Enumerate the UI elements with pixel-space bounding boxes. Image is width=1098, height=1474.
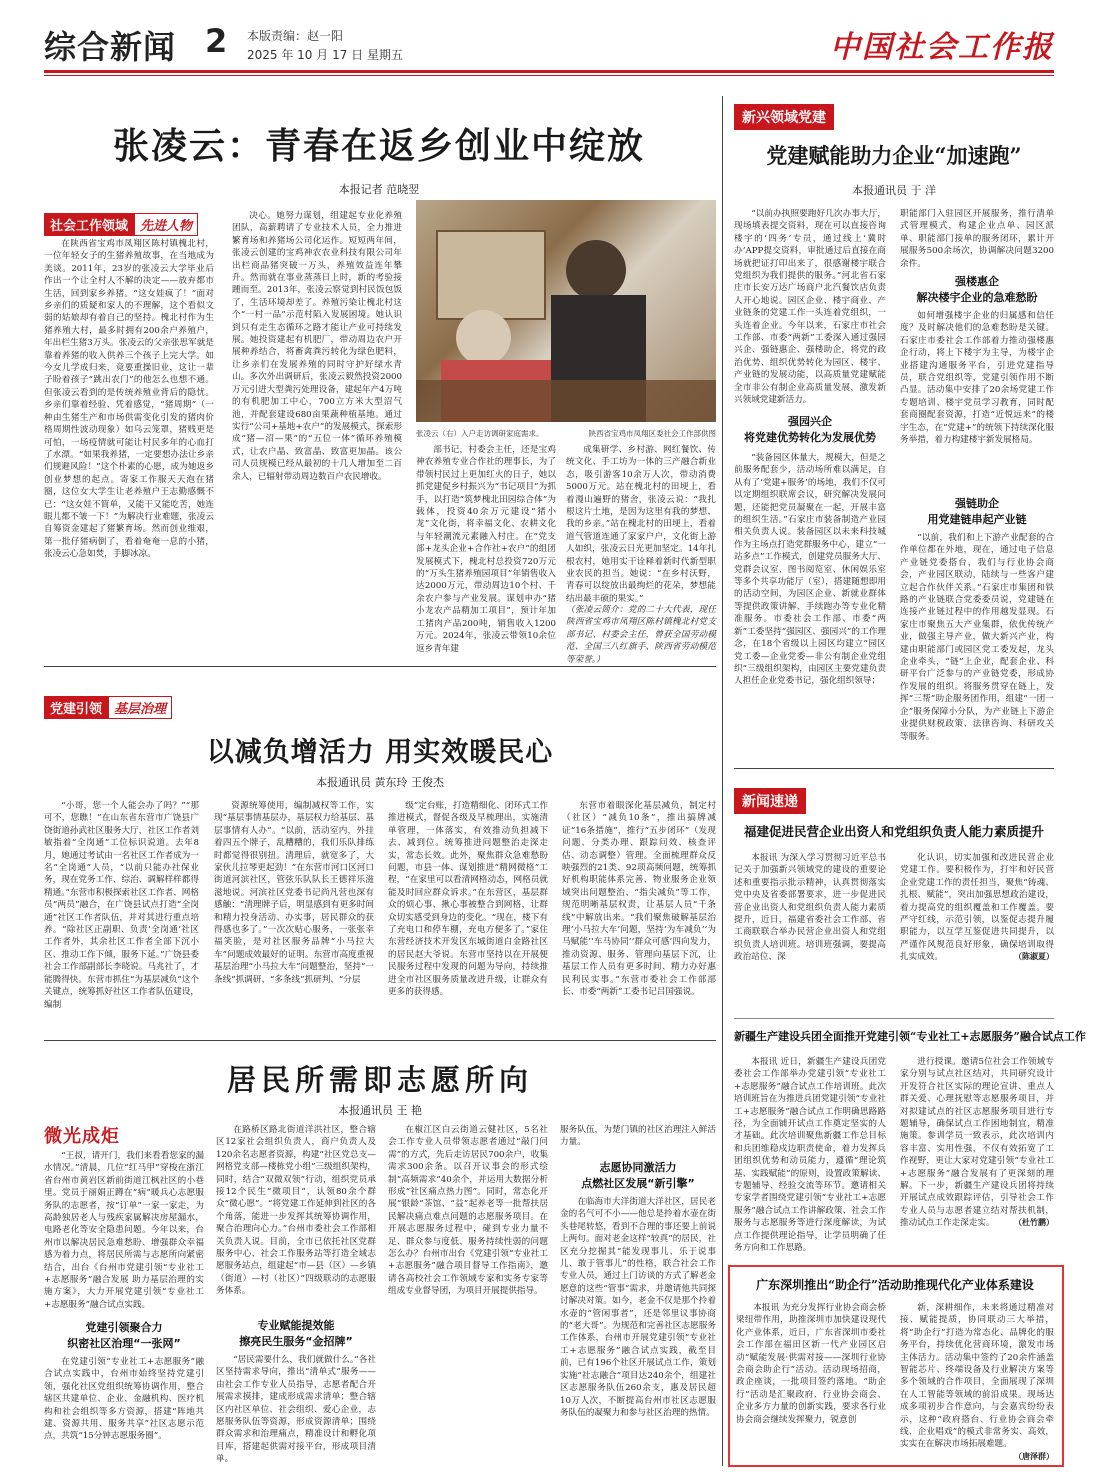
tag-field: 新兴领域党建 (734, 104, 834, 130)
article3-col3: 在椒江区白云街道云健社区，5名社会工作专业人员带领志愿者通过“敲门问需”的方式，先后走访居民700余户，收集需求300余条。以召开议事会的形式绘制“高频需求”40余个，并运用大数据分析形成“社区痛点热力图”。同时，常态化开展“银龄”茶馆、“益”起养老等一批帮扶居民解决痛点难点问题的志愿服务项目。在开展志愿服务过程中，碰到专业力量不足、群众参与度低、服务持续性弱的问题怎么办？台州市出台《党建引领“专业社工+志愿服务”融合项目督导工作指南》，邀请各高校社会工作领域专家和实务专家等组成专业督导团，为项目开展提供指导。 (388, 1125, 548, 1297)
sofa-shape (416, 380, 716, 422)
article1-bio: （张凌云简介：党的二十大代表，现任陕西省宝鸡市凤翔区陈村镇槐北村党支部书记、村委会主任，曾获全国劳动模范、全国三八红旗手、陕西省劳动模范等荣誉。） (566, 605, 716, 665)
article3-col2: 在路桥区路北街道洋洪社区，整合辖区12家社会组织负责人，商户负责人及120余名志愿者资源，构建“社区党总支—网格党支部—楼栋党小组”三级组织架构，同时，结合“双微双领”行动，组织党员承接12个民生“微项目”，认领80余个群众“微心愿”。“将党建工作延伸到社区的各个角落，能进一步发挥其统筹协调作用，聚合治理向心力。”台州市委社会工作部相关负责人说。目前，全市已依托社区党群服务中心、社会工作服务站等打造全域志愿服务站点，组建起“市—县（区）—乡镇（街道）—村（社区）”四级联动的志愿服务体系。 (216, 1125, 376, 1297)
article2-byline: 本报通讯员 黄东玲 王俊杰 (316, 776, 444, 789)
masthead-rule (44, 70, 1054, 73)
article3-subhead1: 党建引领聚合力 织密社区治理“一张网” (67, 1321, 181, 1350)
column-divider (722, 96, 723, 1466)
tag-field: 新闻速递 (734, 788, 806, 814)
article3-title: 居民所需即志愿所向 (226, 1063, 533, 1097)
news1-title: 福建促进民营企业出资人和党组织负责人能力素质提升 (743, 824, 1044, 839)
right2-tag (734, 788, 806, 814)
newspaper-logo: 中国社会工作报 (830, 30, 1054, 65)
masthead-rule-thin (44, 75, 1054, 76)
section-title: 综合新闻 (44, 28, 177, 66)
article3-col4: 服务队伍，为楚门镇的社区治理注入鲜活力量。 (560, 1125, 716, 1148)
article1-title: 张凌云：青春在返乡创业中绽放 (112, 125, 645, 167)
article3-column-tag: 微光成炬 (44, 1126, 120, 1147)
news3-col2: 新，深耕细作，未来将通过精准对接、赋能提质，协同联动三大举措，将“助企行”打造为常态化、品牌化的服务平台，持续优化营商环境，激发市场主体活力。活动集中签约了20余件涵盖智能芯片、终端设备及行业解决方案等多个领域的合作项目，全面展现了深圳在人工智能等领域的前沿成果。现场达成多项初步合作意向，与会嘉宾纷纷表示，这种“政府搭台、行业协会商会牵线、企业唱戏”的模式非常务实、高效，实实在在解决市场拓展难题。 （唐泽群） (900, 1302, 1054, 1462)
tag-field: 党建引领 (44, 696, 108, 719)
article2-col2: 资源统筹使用，编制减权等工作，实现“基层事情基层办，基层权力给基层、基层事情有人办”。“以前，活动室内，外挂着四五个牌子，乱糟糟的，我们乐队排练时都觉得很别扭。清理后，就宽多了，大家伙儿拉琴更起劲！”在东营市河口区河口街道河滨社区，管弦乐队队长王德祥乐滋滋地说。河滨社区党委书记尚凡营也深有感触：“清理牌子后，明显感到有更多时间和精力投身活动、办实事，居民群众的获得感也多了。”一次次贴心服务，一张张幸福笑脸，是对社区服务品牌“小马拉大车”问题成效最好的证明。东营市高度重视基层治理“小马拉大车”问题整治，坚持“一条线”抓调研、“多条线”抓研判、“分层 (214, 801, 374, 985)
article3-subhead3: 志愿协同激活力 点燃社区发展“新引擎” (581, 1161, 695, 1190)
right1-col1b: “装备园区体量大，规模大，但是之前服务配套少，活动场所难以满足，自从有了‘党建+服务’的场地，我们不仅可以定期组织联席会议，研究解决发展问题，还能把党员凝聚在一起，开展丰富的组织生活。”石家庄市装备制造产业园相关负责人说。装备园区以未来科技城作为主场点打造党群服务中心，建立“一站多点”工作模式，创建党员服务大厅、党群会议室、图书阅览室、休闲娱乐室等多个共享功能厅（室），搭建随想即用的活动空间，为园区企业、新就业群体等提供政策讲解、手续跑办等专业化精准服务。市委社会工作部、市委“两新”工委坚持“强园区、强园兴”的工作理念，在18个省级以上园区均建立“园区党工委—企业党委—非公有制企业党组织”三级组织架构，由园区主要党建负责人担任企业党委书记，强化组织领导； (734, 453, 886, 687)
news3-title: 广东深圳推出“助企行”活动助推现代化产业体系建设 (756, 1278, 1034, 1292)
article1-tag (44, 213, 198, 236)
photo-caption: 张凌云（右）入户走访调研家庭需求。 (416, 429, 544, 438)
news1-col2: 化认识，切实加强和改进民营企业党建工作。要积极作为，打牢和好民营企业党建工作的责任担当，聚焦“铸魂、扎根、赋能”，突出加强思想政治建设，着力提高党的组织覆盖和工作覆盖。要严守红线，示范引领，以鉴促志提升履职能力，以互学互鉴促进共同提升，以严谨作风规范良好形象，确保培训取得扎实成效。 （陈淑夏） (900, 853, 1054, 963)
photo-credit: 陕西省宝鸡市凤翔区委社会工作部供图 (588, 429, 716, 438)
article3-col2b: “居民需要什么，我们就做什么。”各社区坚持需求导向，推出“清单式”服务——由社会工作专业人员指导，志愿者配合开展需求摸排，建成形成需求清单；整合辖区内社区单位、社会组织、爱心企业，志愿服务队伍等资源，形成资源清单；围绕群众需求和治理痛点，精准设计和孵化项目库，搭建起供需对接平台，形成项目清单。 (216, 1355, 376, 1465)
article3-byline: 本报通讯员 王 艳 (338, 1104, 422, 1117)
divider (734, 768, 1054, 769)
news2-credit: （杜竹鹏） (1014, 1218, 1054, 1228)
tag-type: 基层治理 (108, 696, 172, 719)
tag-type: 先进人物 (134, 213, 198, 236)
news1-credit: （陈淑夏） (1014, 952, 1054, 962)
article3-subhead2: 专业赋能提效能 擦亮民生服务“金招牌” (239, 1319, 353, 1348)
news3-credit: （唐泽群） (1014, 1451, 1054, 1461)
divider (44, 1040, 716, 1041)
article1-col1: 在陕西省宝鸡市凤翔区陈村镇槐北村，一位年轻女子的生猪养殖故事，在当地成为美谈。2011年，23岁的张凌云大学毕业后作出一个让全村人不解的决定——放弃都市生活，回到家乡养猪。“这女娃疯了！”面对乡亲们的质疑和家人的不理解，这个看似文弱的姑娘却有着自己的坚持。槐北村作为生猪养殖大村，最多时拥有200余户养殖户，年出栏生猪3万头。张凌云的父亲张思军就是靠着养猪的收入供养三个孩子上完大学。如今女儿学成归来，竟要重操旧业，这让一辈子盼着孩子“跳出农门”的他怎么也想不通。但张凌云看到的是传统养殖业背后的隐忧。乡亲们靠着经验、凭着感觉，“猪周期”（一种由生猪生产和市场供需变化引发的猪肉价格周期性波动现象）如乌云笼罩，猪贱更是可怕，一场疫情就可能让村民多年的心血打了水漂。“如果我养猪，一定要想办法让乡亲们规避风险！”这个朴素的心愿，成为她返乡创业梦想的起点。寄家工作服天天泡在猪圈，这位女大学生让老养殖户王志勤感慨不已：“这女娃不简单，又能干又能吃苦，她连眼儿都不皱一下！”为解决行业难题，张凌云自筹资金建起了猪繁育场。然而创业维艰，第一批仔猪病倒了，看着奄奄一息的小猪，张凌云心急如焚，手脚冰凉。 (44, 239, 214, 560)
editor-line: 本版责编：赵一阳 (247, 29, 344, 43)
right1-tag (734, 104, 834, 130)
article3-col1b: 在党建引领“专业社工+志愿服务”融合试点实践中，台州市始终坚持党建引领，强化社区党组织统筹协调作用，整合辖区共建单位、企业、金融机构、医疗机构和社会组织等多方资源，搭建“阵地共建、资源共用、服务共享”社区志愿示范点，共筑“15分钟志愿服务圈”。 (44, 1357, 204, 1442)
article1-col3: 部书记，村委会主任，还是宝鸡神农养殖专业合作社的理事长，为了带领村民过上更加红火的日子，她以抓党建促乡村振兴为“书记项目”为抓手，以打造“筑梦槐北田园综合体”为载体，投资40余万元建设“猪小龙”文化街，将幸福文化、农耕文化与年轻潮流元素融入村庄。在“党支部+龙头企业+合作社+农户”的组团发展模式下，槐北村总投资720万元的“万头生猪养殖园项目”年销售收入达2000万元，带动周边10个村、千余农户参与产业发展。谋划申办“猪小龙农产品精加工项目”，预计年加工猪肉产品200吨，销售收入1200万元。2024年，张凌云带领10余位返乡青年建 (416, 445, 556, 654)
person-right-shape (566, 240, 626, 300)
article1-byline: 本报记者 范晓翌 (338, 183, 420, 196)
divider (734, 1018, 1054, 1019)
divider (44, 666, 716, 667)
right1-title: 党建赋能助力企业“加速跑” (766, 143, 1022, 168)
right1-col2: 职能部门入驻园区开展服务，推行清单式管理模式，构建企业点单、园区派单、职能部门接单的服务闭环，累计开展服务500余场次，协调解决问题3200余件。 (900, 209, 1054, 269)
photo-frame-shape (436, 230, 546, 320)
article2-col4: 东营市着眼深化基层减负，制定村（社区）“减负10条”，推出搞牌减证“16条措施”，推行“五步闭环”（发现问题、分类办理、跟踪问效、核查评估、动态调整）管理。全面梳理群众反映强烈的21类、92项高频问题，统筹抓好机构职能体系完善、物业服务企业领域突出问题整治、“指尖减负”等工作，规范明晰基层权责，让基层人员“千条线”中解放出来。“我们聚焦破解基层治理‘小马拉大车’问题，坚持‘为车减负’‘为马赋能’‘车马协同’‘群众可感’四向发力，推动资源、服务、管理向基层下沉，让基层工作人员有更多时间、精力办好惠民利民实事。”东营市委社会工作部部长、市委“两新”工委书记吕国强说。 (562, 801, 716, 998)
right1-byline: 本报通讯员 于 洋 (852, 184, 936, 197)
article3-col4b: 在临海市大洋街道大洋社区，居民老金的名气可不小——他总是拎着水壶在街头巷尾转悠，看到不合理的事还要上前说上两句。面对老金这样“较真”的居民，社区充分挖掘其“能发现事儿、乐于说事儿、敢于管事儿”的性格，联合社会工作专业人员，通过上门访谈的方式了解老金愿意的这些“管事”需求，并邀请他共同探讨解决对策。如今，老金不仅是那个拎着水壶的“管闲事者”，还是邻里议事协商的“老大哥”。为规范和完善社区志愿服务工作体系，台州市开展党建引领“专业社工+志愿服务”融合试点实践，截至目前，已有196个社区开展试点工作，策划实施“社志融合”项目达240余个，组建社区志愿服务队伍260余支，惠及居民超10万人次，不断提高台州市社区志愿服务队伍的凝聚力和参与社区治理的热情。 (560, 1197, 716, 1418)
right1-col1: “以前办执照要跑好几次办事大厅，现场填表提交资料，现在可以直接咨询楼宇的‘四务’专员，通过线上‘冀时办’APP提交资料，审批通过后直接在商场就把证打印出来了，很感谢楼宇联合党组织为我们提供的服务。”河北省石家庄市长安万达广场商户北汽餐饮店负责人开心地说。园区企业、楼宇商业、产业链条的党建工作一头连着党组织，一头连着企业。今年以来，石家庄市社会工作部、市委“两新”工委深入通过强园兴企、强链惠企、强楼助企，将党的政治优势、组织优势转化为园区、楼宇、产业链的发展动能，以高质量党建赋能全市非公有制企业高质量发展，激发新兴领域党建新活力。 (734, 209, 886, 406)
article2-tag (44, 696, 172, 719)
article2-col3: 级”定台账，打造精细化、闭环式工作推进模式，督促各级及早梳理出，实施清单管理，一体落实，有效推动负担减下去、减到位。统筹推进问题整治走深走实，常态长效。此外，聚焦群众急难愁盼问题，市县一体、谋划推进“精网微格”工程，“在家里可以看清网格动态，网格员就能及时回应群众诉求。”在东营区，基层群众的烦心事、揪心事被整合到网格，让群众切实感受到身边的变化。“现在，楼下有了充电口和停车棚，充电方便多了。”家住东营经济技术开发区东城街道白金路社区的居民赵大爷说。东营市坚持以在开展便民服务过程中发现的问题为导向，持续推进全市社区服务质量改进升级，让群众有更多的获得感。 (388, 801, 548, 998)
right1-col2b: 如何增强楼宇企业的归属感和信任度？及时解决他们的急难愁盼是关键。石家庄市委社会工作部着力推动强楼惠企行动，将上下楼宇为主导，为楼宇企业搭建沟通服务平台，引进党建指导员，联合党组织等，党建引领作用不断凸显。活动集中安排了20余场党建工作专题培训、楼宇党员学习教育，同时配套商圈配套资源，打造“近悦远来”的楼宇生态，在“党建+”的统领下持续深化服务举措，着力构建楼宇新发展格局。 (900, 311, 1054, 446)
right1-subhead1: 强园兴企 将党建优势转化为发展优势 (744, 415, 876, 444)
article2-title: 以减负增活力 用实效暖民心 (206, 737, 554, 768)
news2-col1: 本报讯 近日，新疆生产建设兵团党委社会工作部举办党建引领“专业社工+志愿服务”融合试点工作培训班。此次培训班旨在为推进兵团党建引领“专业社工+志愿服务”融合试点工作明确思路路径，为全面铺开试点工作奠定坚实的人才基础。此次培训聚焦新疆工作总目标和兵团维稳戍边职责使命，着力发挥兵团组织优势和动员能力，遵循“理论筑基、实践赋能”的原则，设置政策解读、专题辅导、经验交流等环节。邀请相关专家学者围绕党建引领“专业社工+志愿服务”融合试点工作讲解政策、社会工作服务与志愿服务等进行深度解读，为试点工作提供理论指导，让学员明确了任务方向和工作思路。 (734, 1057, 886, 1254)
issue-date: 2025 年 10 月 17 日 星期五 (247, 48, 403, 62)
person-left-shape (456, 310, 511, 365)
news2-col2: 进行授课。邀请5位社会工作领域专家分别与试点社区结对，共同研究设计开发符合社区实际的理论宣讲、重点人群关爱、心理抚慰等志愿服务项目，并对拟建试点的社区志愿服务项目进行专题辅导，确保试点工作困地制宜，精准施策。参训学员一致表示，此次培训内容丰富、实用性强，不仅有效拓宽了工作视野，更让大家对党建引领“专业社工+志愿服务”融合发展有了更深刻的理解。下一步，新疆生产建设兵团将持续开展试点成效跟踪评估，引导社会工作专业人员与志愿者建立结对帮扶机制，推动试点工作走深走实。 （杜竹鹏） (900, 1057, 1054, 1229)
right1-subhead2: 强楼惠企 解决楼宇企业的急难愁盼 (916, 275, 1038, 304)
article1-photo (416, 200, 716, 422)
tag-field: 社会工作领域 (44, 213, 134, 236)
right1-subhead3: 强链助企 用党建链串起产业链 (927, 497, 1027, 526)
article1-col4: 成集研学、乡村游、网红餐饮、传统文化、手工坊为一体的三产融合新业态，吸引游客10余万人次，带动消费5000万元。站在槐北村的田埂上，看着漫山遍野的猪舍，张凌云说：“我扎根这片土地，是因为这里有我的梦想、我的乡亲。”站在槐北村的田埂上，看着道气管道连通了家家户户，文化街上游人如织，张凌云日光更加坚定。14年扎根农村，她用实干诠释着新时代新型职业农民的担当。她说：“在乡村沃野，青春可以绽放出最绚烂的花朵，梦想能结出最丰硕的果实。” (566, 445, 716, 604)
news2-title: 新疆生产建设兵团全面推开党建引领“专业社工+志愿服务”融合试点工作 (734, 1030, 1086, 1043)
article3-col1: “王叔，请开门，我们来看看您家的漏水情况。”清晨，几位“红马甲”穿梭在浙江省台州市黄岩区新前街道江枫社区的小巷里。党员于丽娟正蹲在“病”暖兵心志愿服务队的志愿者，按“订单”一家一家走，为高龄独居老人与残疾家属解决房屋漏水，电路老化等安全隐患问题。今年以来，台州市以解决居民急难愁盼、增强群众幸福感为着力点，将居民所需与志愿所向紧密结合，出台《台州市党建引领“专业社工+志愿服务”融合发展 助力基层治理的实施方案》，大力开展党建引领“专业社工+志愿服务”融合试点实践。 (44, 1151, 204, 1310)
article1-col2: 决心。她努力谋划，组建起专业化养殖团队，高薪聘请了专业技术人员，全力推进繁育场和养猪场公司化运作。短短两年间，张凌云创建的宝鸡神农农业科技有限公司年出栏商品猪突破一万头，养殖效益连年攀升。然而就在事业蒸蒸日上时，新的考验接踵而至。2013年，张凌云察觉到村民饭包饭了，生活环境却差了。养殖污染让槐北村这个“一村一品”示范村陷入发展困境。她认识到只有走生态循环之路才能让产业可持续发展。她投资建起有机肥厂，带动周边农户开展种养结合，将畜禽粪污转化为绿色肥料，让乡亲们在发展养殖的同时守护好绿水青山。多次外出调研后，张凌云毅然投资2000万元引进大型粪污处理设备，建起年产4万吨的有机肥加工中心，700立方米大型沼气池，并配套建设680亩果蔬种植基地。通过实行“公司+基地+农户”的发展模式，探索形成“猪—沼—果”的“五位一体”循环养殖模式，让农户晶、致富晶、致富更加晶。该公司人员规模已经从最初的十几人增加至二百余人，已辐射带动周边数百户农民增收。 (232, 211, 402, 482)
news1-col1: 本报讯 为深入学习贯彻习近平总书记关于加强新兴领域党的建设的重要论述和重要指示批示精神，认真贯彻落实党中央及省委部署要求，进一步促进民营企业出资人和党组织负责人能力素质提升，近日，福建省委社会工作部、省工商联联合举办民营企业出资人和党组织负责人培训班。培训班强调，要提高政治站位、深 (734, 853, 886, 963)
page-number: 2 (205, 22, 228, 60)
news3-col1: 本报讯 为充分发挥行业协会商会桥梁纽带作用，助推深圳市加快建设现代化产业体系，近日，广东省深圳市委社会工作部在福田区新一代产业园区启动“赋能发展·供需对接——深圳行业协会商会助企行”活动。活动现场招商，政企座谈，一批项目签约落地。“助企行”活动是汇聚政府、行业协会商会、企业多方力量的创新实践，要求各行业协会商会继续发挥聚力，锐意创 (736, 1303, 886, 1425)
article2-col1: “小哥，您一个人能会办了吗？”“那可不，您瞧！”在山东省东营市广饶县广饶街道孙武社区服务大厅，社区工作者刘敏指着“全岗通”工位标识说道。去年8月，她通过考试由一名社区工作者成为一名“全岗通”人员，“以前只能办社保业务，现在党务工作、综治、调解样样都得精通。”东营市积极探索社区工作者、网格员“两员”融合，在广饶县试点打造“全岗通”社区工作者队伍，并对其进行重点培养。“除社区正副职、负责‘全岗通’社区工作者外，其余社区工作者全部下沉小区、推动工作下倾，服务下延。”广饶县委社会工作部副部长李晓说。马兆社了，才能腾得快。东营市抓住“为基层减负”这个关键点，统筹抓好社区工作者队伍建设，编制 (44, 801, 199, 1010)
right1-col2c: “以前，我们和上下游产业配套的合作单位都在外地，现在，通过电子信息产业链党委搭台，我们与行业协会商会，产业园区联动，陆续与一些客户建立起合作伙伴关系。”石家庄市集团和铁路的产业链联合党委委员说，党建链在连接产业链过程中的作用越发显现。石家庄市聚焦五大产业集群，依优传统产业，做强主导产业，做大新兴产业，构建由职能部门或园区党工委发起，龙头企业牵头，“链”上企业，配套企业、科研平台广泛参与的产业链党委，形成协作发展的组织。将服务贯穿在链上，发挥“三帮”助企服务团作用，组建“一团一企”服务保障小分队，为产业链上下游企业提供财税政策、法律咨询、科研攻关等服务。 (900, 533, 1054, 742)
